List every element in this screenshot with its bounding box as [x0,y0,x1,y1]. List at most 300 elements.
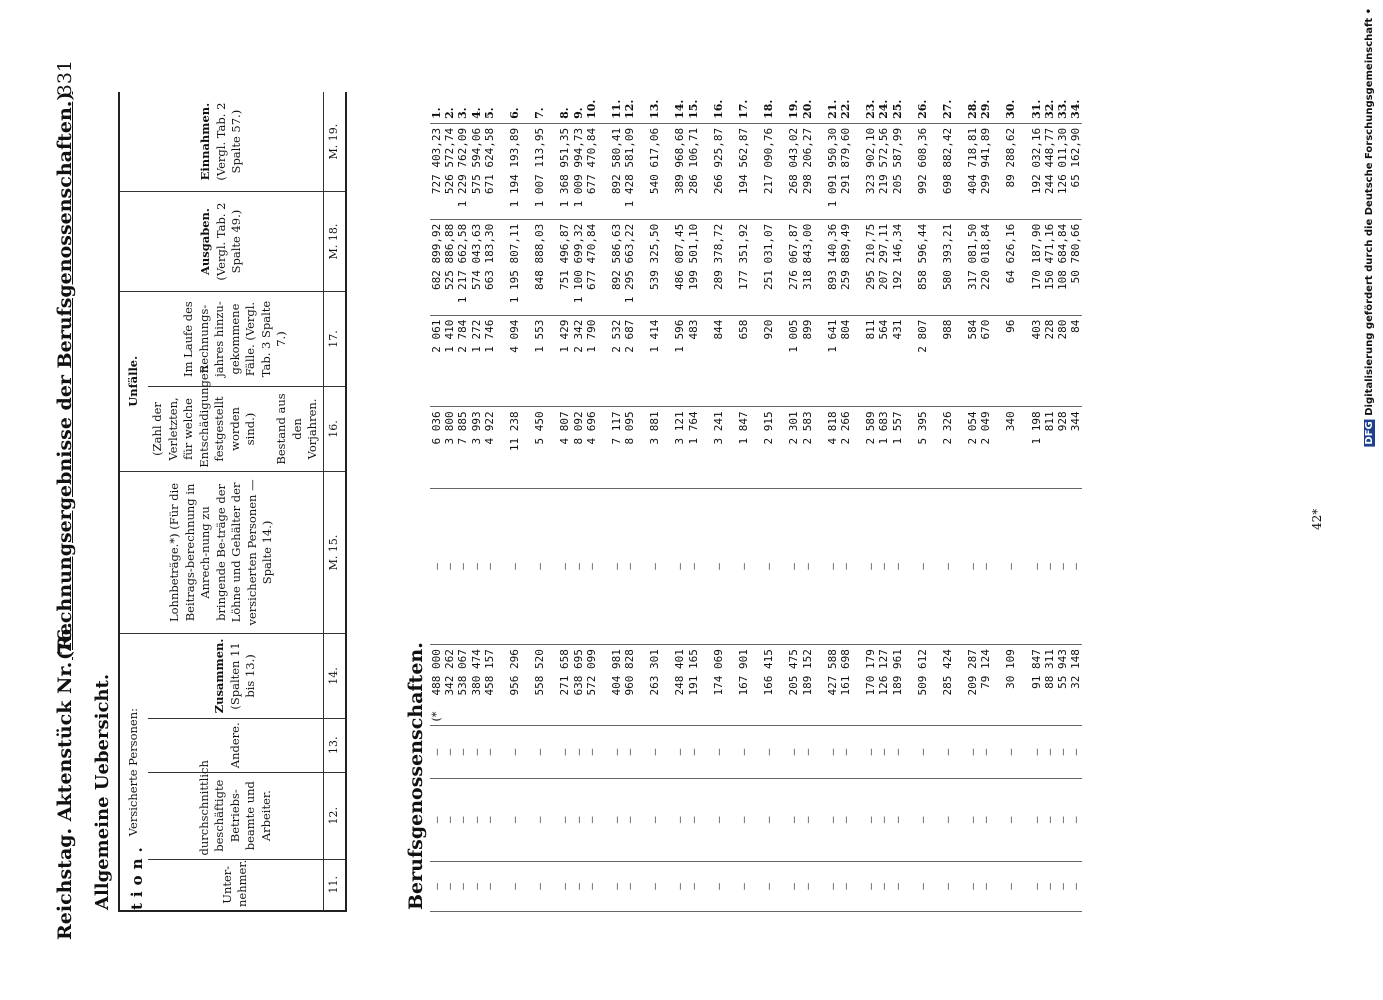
andere-cell: — [826,726,839,778]
spacer-cell [546,726,558,778]
andere-cell: — [470,726,483,778]
spacer-cell [546,219,558,315]
table-row [533,92,546,912]
zusammen-cell: 189 961 [891,645,904,726]
lohnbetraege-cell: — [826,488,839,644]
row-number: 17. [737,92,750,123]
spacer-cell [992,219,1004,315]
andere-cell: — [456,726,469,778]
im-laufe-cell: 403 [1030,315,1043,407]
table-row [585,92,598,912]
column-number [323,471,345,633]
table-row [826,92,839,912]
unternehmer-cell: — [916,861,929,911]
einnahmen-cell: 217 090,76 [762,123,775,219]
einnahmen-cell: 291 879,60 [839,123,852,219]
spacer-cell [852,407,864,488]
andere-cell: — [801,726,814,778]
row-spacer [725,92,737,912]
row-number: 9. [572,92,585,123]
unternehmer-cell: — [508,861,521,911]
column-header-table [118,92,347,912]
table-row [430,92,443,912]
zusammen-cell: 209 287 [966,645,979,726]
bestand-cell: 1 557 [891,407,904,488]
bestand-cell: 3 241 [712,407,725,488]
spacer-cell [700,778,712,861]
digitization-notice [1364,8,1378,447]
spacer-cell [852,726,864,778]
spacer-cell [725,726,737,778]
spacer-cell [954,645,966,726]
spacer-cell [700,861,712,911]
spacer-cell [904,726,916,778]
spacer-cell [929,92,941,123]
spacer-cell [521,407,533,488]
lohnbetraege-cell: — [891,488,904,644]
einnahmen-cell: 1 009 994,73 [572,123,585,219]
unternehmer-cell: — [839,861,852,911]
spacer-cell [929,219,941,315]
bestand-cell: 2 583 [801,407,814,488]
arbeiter-cell: — [966,778,979,861]
ausgaben-cell: 199 501,10 [687,219,700,315]
im-laufe-cell: 1 553 [533,315,546,407]
bestand-cell: 1 764 [687,407,700,488]
column-number: 13. [323,718,345,772]
table-row [1004,92,1017,912]
spacer-cell [521,123,533,219]
row-spacer [598,92,610,912]
einnahmen-cell: 219 572,56 [877,123,890,219]
im-laufe-cell: 96 [1004,315,1017,407]
spacer-cell [661,726,673,778]
zusammen-cell: 271 658 [558,645,571,726]
andere-cell: — [558,726,571,778]
bestand-cell: 1 847 [737,407,750,488]
ausgaben-cell: 663 183,30 [483,219,496,315]
zusammen-cell: 32 148 [1069,645,1082,726]
bestand-cell: 7 885 [456,407,469,488]
row-spacer [992,92,1004,912]
section-title: Berufsgenossenschaften. [405,642,427,910]
spacer-cell [954,219,966,315]
row-number: 6. [508,92,521,123]
unternehmer-cell: — [1043,861,1056,911]
spacer-cell [661,219,673,315]
spacer-cell [852,219,864,315]
ausgaben-cell: 64 626,16 [1004,219,1017,315]
im-laufe-cell: 1 410 [443,315,456,407]
einnahmen-cell: 1 229 762,09 [456,123,469,219]
spacer-cell [852,315,864,407]
bestand-cell: 1 198 [1030,407,1043,488]
spacer-cell [636,315,648,407]
header-left: Reichstag. Aktenstück Nr. 76. [54,622,76,940]
spacer-cell [598,123,610,219]
unternehmer-cell: — [533,861,546,911]
table-row [572,92,585,912]
lohnbetraege-cell: — [1069,488,1082,644]
einnahmen-cell: 266 925,87 [712,123,725,219]
spacer-cell [496,645,508,726]
row-number: 32. [1043,92,1056,123]
zusammen-cell: 166 415 [762,645,775,726]
bestand-cell: 344 [1069,407,1082,488]
spacer-cell [992,123,1004,219]
spacer-cell [954,778,966,861]
spacer-cell [546,315,558,407]
spacer-cell [725,92,737,123]
header-einnahmen [119,92,323,192]
header-lohnbetraege: Lohnbeträge.*) (Für die Beitrags-berechnung in Anrech-nung zu bringende Be-träge der Löhne und Gehälter der versicherten Personen — Spalte 14.) [119,471,323,633]
ausgaben-cell: 1 195 807,11 [508,219,521,315]
lohnbetraege-cell: — [979,488,992,644]
spacer-cell [1018,92,1030,123]
einnahmen-cell: 1 428 581,09 [623,123,636,219]
unternehmer-cell: — [801,861,814,911]
spacer-cell [904,488,916,644]
header-andere: Andere. [148,718,323,772]
spacer-cell [546,123,558,219]
unternehmer-cell: — [1056,861,1069,911]
bestand-cell: 5 450 [533,407,546,488]
table-row [456,92,469,912]
row-number: 19. [787,92,800,123]
spacer-cell [775,488,787,644]
spacer-cell [1018,315,1030,407]
table-row [623,92,636,912]
row-number: 24. [877,92,890,123]
arbeiter-cell: — [533,778,546,861]
lohnbetraege-cell: — [877,488,890,644]
table-row [1069,92,1082,912]
spacer-cell [521,92,533,123]
ausgaben-cell: 858 596,44 [916,219,929,315]
spacer-cell [750,407,762,488]
ausgaben-label: Ausgaben. [198,208,213,276]
im-laufe-cell: 1 272 [470,315,483,407]
ausgaben-cell: 1 100 699,32 [572,219,585,315]
row-number: 11. [610,92,623,123]
spacer-cell [700,407,712,488]
unternehmer-cell: — [966,861,979,911]
andere-cell: — [941,726,954,778]
row-number: 3. [456,92,469,123]
dfg-logo: DFG [1364,421,1375,445]
arbeiter-cell: — [572,778,585,861]
spacer-cell [992,645,1004,726]
lohnbetraege-cell: — [648,488,661,644]
spacer-cell [852,778,864,861]
zusammen-cell: 170 179 [864,645,877,726]
einnahmen-label: Einnahmen. [198,102,213,181]
spacer-cell [521,778,533,861]
lohnbetraege-cell: — [483,488,496,644]
spacer-cell [700,726,712,778]
im-laufe-cell: 1 641 [826,315,839,407]
spacer-cell [954,726,966,778]
row-spacer [521,92,533,912]
einnahmen-cell: 126 011,30 [1056,123,1069,219]
spacer-cell [992,315,1004,407]
ausgaben-cell: 486 087,45 [673,219,686,315]
arbeiter-cell: — [877,778,890,861]
bestand-cell: 2 049 [979,407,992,488]
spacer-cell [598,861,610,911]
column-number: 16. [323,387,345,471]
table-row [470,92,483,912]
row-spacer [636,92,648,912]
spacer-cell [992,778,1004,861]
arbeiter-cell: — [443,778,456,861]
zusammen-cell: 509 612 [916,645,929,726]
arbeiter-cell: — [456,778,469,861]
unternehmer-cell: — [648,861,661,911]
spacer-cell [546,488,558,644]
im-laufe-cell: 1 790 [585,315,598,407]
ausgaben-cell: 682 899,92 [430,219,443,315]
spacer-cell [750,645,762,726]
einnahmen-cell: 404 718,81 [966,123,979,219]
spacer-cell [1018,861,1030,911]
spacer-cell [904,645,916,726]
spacer-cell [1018,726,1030,778]
row-spacer [1018,92,1030,912]
spacer-cell [904,778,916,861]
ausgaben-cell: 1 295 663,22 [623,219,636,315]
table-row [966,92,979,912]
spacer-cell [521,315,533,407]
row-spacer [814,92,826,912]
unternehmer-cell: — [456,861,469,911]
table-row [1030,92,1043,912]
spacer-cell [636,407,648,488]
header-im-laufe: Im Laufe des Rechnungs-jahres hinzu-gekommene Fälle. (Vergl. Tab. 3 Spalte 7.) [148,291,323,386]
im-laufe-cell: 920 [762,315,775,407]
row-number: 22. [839,92,852,123]
table-row [558,92,571,912]
row-number: 27. [941,92,954,123]
im-laufe-cell: 658 [737,315,750,407]
einnahmen-ref: (Vergl. Tab. 2 Spalte 57.) [213,102,244,181]
bestand-cell: 2 266 [839,407,852,488]
column-number-label: 18. [326,223,340,242]
spacer-cell [814,123,826,219]
spacer-cell [750,778,762,861]
spacer-cell [904,407,916,488]
andere-cell: — [1030,726,1043,778]
page-number: 331 [54,60,76,97]
ausgaben-cell: 751 496,87 [558,219,571,315]
spacer-cell [1018,407,1030,488]
spacer-cell [598,92,610,123]
bestand-cell: 811 [1043,407,1056,488]
table-row [1043,92,1056,912]
row-number: 13. [648,92,661,123]
spacer-cell [700,488,712,644]
spacer-cell [852,645,864,726]
zusammen-cell: 538 067 [456,645,469,726]
bestand-cell: 4 696 [585,407,598,488]
einnahmen-cell: 892 580,41 [610,123,623,219]
zusammen-cell: 126 127 [877,645,890,726]
arbeiter-cell: — [864,778,877,861]
ausgaben-cell: 848 888,03 [533,219,546,315]
row-number: 26. [916,92,929,123]
spacer-cell [775,778,787,861]
table-row [483,92,496,912]
table-row [877,92,890,912]
zusammen-cell: 167 901 [737,645,750,726]
zusammen-cell: 285 424 [941,645,954,726]
lohnbetraege-cell: — [430,488,443,644]
spacer-cell [992,861,1004,911]
spacer-cell [775,123,787,219]
zusammen-cell: 488 000 (* [430,645,443,726]
column-number: 11. [323,859,345,911]
row-spacer [852,92,864,912]
spacer-cell [814,219,826,315]
spacer-cell [700,219,712,315]
spacer-cell [1018,123,1030,219]
spacer-cell [1018,778,1030,861]
zusammen-cell: 458 157 [483,645,496,726]
spacer-cell [775,726,787,778]
row-number: 18. [762,92,775,123]
spacer-cell [992,92,1004,123]
column-number-label: 15. [326,534,340,553]
unternehmer-cell: — [712,861,725,911]
header-unternehmer: Unter-nehmer. [148,859,323,911]
arbeiter-cell: — [1043,778,1056,861]
andere-cell: — [585,726,598,778]
einnahmen-cell: 677 470,84 [585,123,598,219]
spacer-cell [992,407,1004,488]
row-number: 33. [1056,92,1069,123]
spacer-cell [929,407,941,488]
spacer-cell [661,778,673,861]
im-laufe-cell: 2 687 [623,315,636,407]
unternehmer-cell: — [737,861,750,911]
spacer-cell [700,315,712,407]
spacer-cell [725,488,737,644]
arbeiter-cell: — [687,778,700,861]
arbeiter-cell: — [979,778,992,861]
zusammen-cell: 91 847 [1030,645,1043,726]
table-row [801,92,814,912]
bestand-cell: 4 807 [558,407,571,488]
ausgaben-cell: 318 843,00 [801,219,814,315]
arbeiter-cell: — [916,778,929,861]
im-laufe-cell: 228 [1043,315,1056,407]
row-number: 25. [891,92,904,123]
currency-marker: M. [326,144,340,160]
bestand-cell: 4 922 [483,407,496,488]
spacer-cell [814,407,826,488]
unternehmer-cell: — [787,861,800,911]
row-number: 2. [443,92,456,123]
zusammen-cell: 572 099 [585,645,598,726]
spacer-cell [929,488,941,644]
im-laufe-cell: 670 [979,315,992,407]
spacer-cell [521,726,533,778]
row-spacer [661,92,673,912]
zusammen-cell: 191 165 [687,645,700,726]
spacer-cell [775,315,787,407]
einnahmen-cell: 671 624,58 [483,123,496,219]
ausgaben-cell: 259 889,49 [839,219,852,315]
zusammen-cell: 638 695 [572,645,585,726]
spacer-cell [904,123,916,219]
unternehmer-cell: — [673,861,686,911]
unternehmer-cell: — [443,861,456,911]
ausgaben-cell: 893 140,36 [826,219,839,315]
spacer-cell [814,861,826,911]
andere-cell: — [762,726,775,778]
spacer-cell [661,645,673,726]
spacer-cell [598,219,610,315]
bestand-cell: 6 036 [430,407,443,488]
zusammen-label: Zusammen. [212,638,227,714]
einnahmen-cell: 575 594,06 [470,123,483,219]
bestand-cell: 3 881 [648,407,661,488]
einnahmen-cell: 526 572,74 [443,123,456,219]
zusammen-cell: 427 588 [826,645,839,726]
row-number: 4. [470,92,483,123]
spacer-cell [598,645,610,726]
ausgaben-ref: (Vergl. Tab. 2 Spalte 49.) [213,202,244,281]
ausgaben-cell: 525 886,88 [443,219,456,315]
spacer-cell [598,778,610,861]
ausgaben-cell: 251 031,07 [762,219,775,315]
zusammen-cell: 263 301 [648,645,661,726]
row-number: 15. [687,92,700,123]
spacer-cell [814,92,826,123]
spacer-cell [852,861,864,911]
im-laufe-cell: 988 [941,315,954,407]
ausgaben-cell: 276 067,87 [787,219,800,315]
zusammen-cell: 960 828 [623,645,636,726]
einnahmen-cell: 389 968,68 [673,123,686,219]
spacer-cell [750,219,762,315]
spacer-cell [725,219,737,315]
arbeiter-cell: — [673,778,686,861]
bestand-label: Bestand aus den Vorjahren. [274,393,320,465]
bestand-cell: 8 092 [572,407,585,488]
spacer-cell [598,488,610,644]
bestand-cell: 3 121 [673,407,686,488]
spacer-cell [904,315,916,407]
arbeiter-cell: — [1069,778,1082,861]
lohnbetraege-cell: — [456,488,469,644]
table-row [839,92,852,912]
lohnbetraege-cell: — [673,488,686,644]
einnahmen-cell: 1 007 113,95 [533,123,546,219]
im-laufe-cell: 1 429 [558,315,571,407]
data-table [430,92,1082,912]
spacer-cell [750,123,762,219]
arbeiter-cell: — [470,778,483,861]
lohnbetraege-cell: — [787,488,800,644]
unternehmer-cell: — [1069,861,1082,911]
lohnbetraege-cell: — [585,488,598,644]
bestand-cell: 2 915 [762,407,775,488]
im-laufe-cell: 2 784 [456,315,469,407]
im-laufe-cell: 1 596 [673,315,686,407]
page-header [50,60,90,940]
lohnbetraege-cell: — [623,488,636,644]
